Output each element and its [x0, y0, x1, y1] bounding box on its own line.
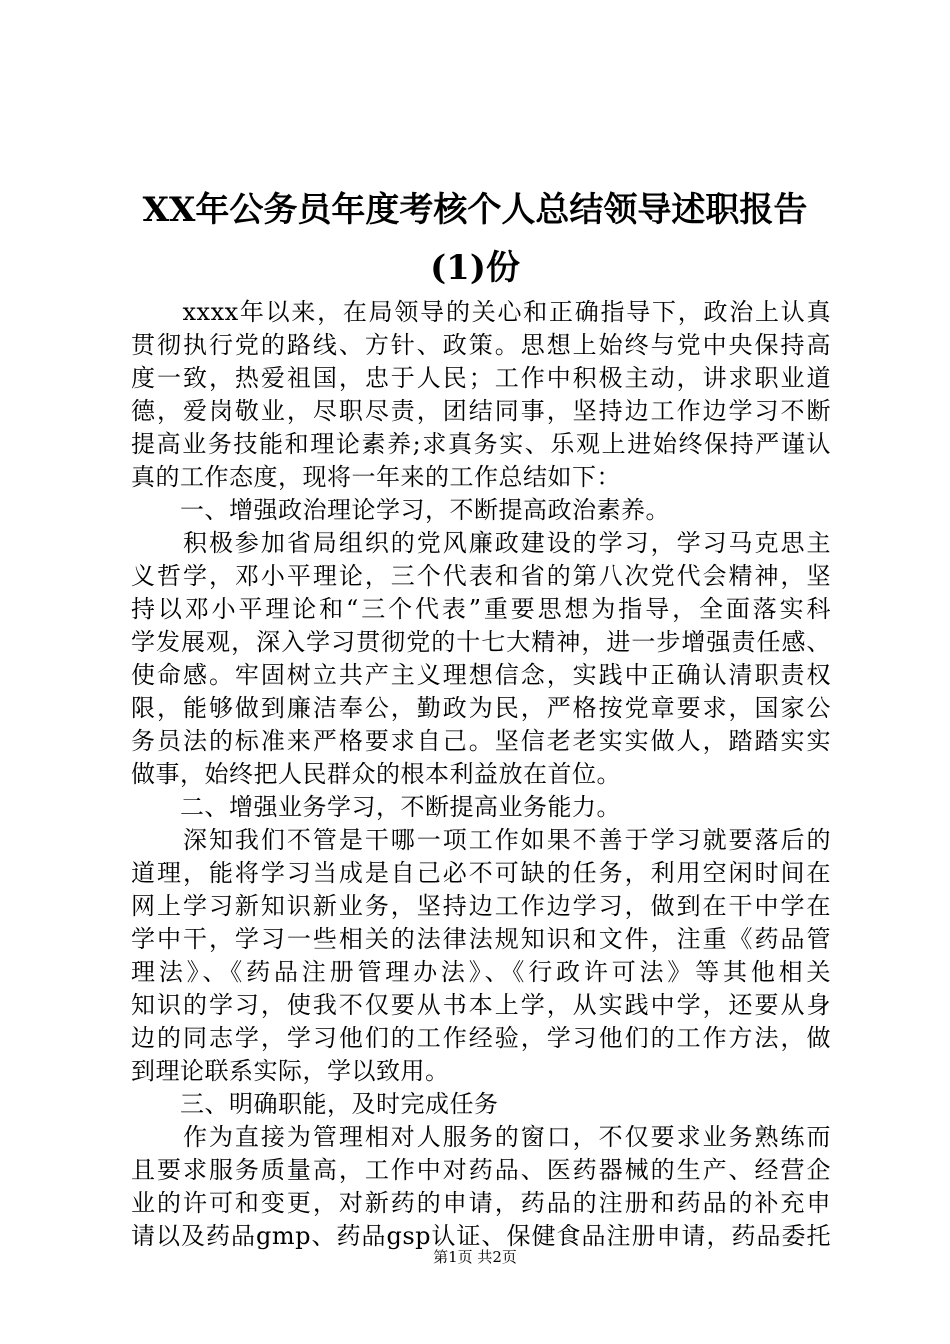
text-line: 使命感。牢固树立共产主义理想信念，实践中正确认清职责权 — [131, 661, 831, 689]
text-line: 德，爱岗敬业，尽职尽责，团结同事，坚持边工作边学习不断 — [131, 397, 831, 425]
text-line: 限，能够做到廉洁奉公，勤政为民，严格按党章要求，国家公 — [131, 694, 831, 722]
document-body — [131, 296, 831, 1253]
text-line: 提高业务技能和理论素养;求真务实、乐观上进始终保持严谨认 — [131, 430, 831, 458]
text-line: 度一致，热爱祖国，忠于人民；工作中积极主动，讲求职业道 — [131, 364, 831, 392]
text-line: 三、明确职能，及时完成任务 — [131, 1090, 499, 1118]
text-line: 学发展观，深入学习贯彻党的十七大精神，进一步增强责任感、 — [131, 628, 831, 656]
text-line: 做事，始终把人民群众的根本利益放在首位。 — [131, 760, 621, 788]
text-line: 知识的学习，使我不仅要从书本上学，从实践中学，还要从身 — [131, 991, 831, 1019]
text-line: 二、增强业务学习，不断提高业务能力。 — [131, 793, 621, 821]
text-line: 积极参加省局组织的党风廉政建设的学习，学习马克思主 — [131, 529, 831, 557]
text-line: 持以邓小平理论和“三个代表”重要思想为指导，全面落实科 — [131, 595, 831, 623]
text-line: 理法》、《药品注册管理办法》、《行政许可法》等其他相关 — [131, 958, 831, 986]
text-line: 到理论联系实际，学以致用。 — [131, 1057, 450, 1085]
text-line: 作为直接为管理相对人服务的窗口，不仅要求业务熟练而 — [131, 1123, 831, 1151]
text-line: 业的许可和变更，对新药的申请，药品的注册和药品的补充申 — [131, 1189, 831, 1217]
text-line: 一、增强政治理论学习，不断提高政治素养。 — [131, 496, 670, 524]
text-line: 深知我们不管是干哪一项工作如果不善于学习就要落后的 — [131, 826, 831, 854]
text-line: 边的同志学，学习他们的工作经验，学习他们的工作方法，做 — [131, 1024, 831, 1052]
document-title-continuation: (1)份 — [430, 248, 520, 288]
text-line: 真的工作态度，现将一年来的工作总结如下： — [131, 463, 621, 491]
page-footer: 第1页 共2页 — [433, 1248, 517, 1266]
text-line: 学中干，学习一些相关的法律法规知识和文件，注重《药品管 — [131, 925, 831, 953]
text-line: 务员法的标准来严格要求自己。坚信老老实实做人，踏踏实实 — [131, 727, 831, 755]
text-line: xxxx年以来，在局领导的关心和正确指导下，政治上认真 — [131, 298, 831, 326]
text-line: 道理，能将学习当成是自己必不可缺的任务，利用空闲时间在 — [131, 859, 831, 887]
document-title: XX年公务员年度考核个人总结领导述职报告 — [142, 190, 808, 230]
text-line: 请以及药品gmp、药品gsp认证、保健食品注册申请，药品委托 — [131, 1222, 831, 1250]
text-line: 义哲学，邓小平理论，三个代表和省的第八次党代会精神，坚 — [131, 562, 831, 590]
text-line: 网上学习新知识新业务，坚持边工作边学习，做到在干中学在 — [131, 892, 831, 920]
text-line: 且要求服务质量高，工作中对药品、医药器械的生产、经营企 — [131, 1156, 831, 1184]
text-line: 贯彻执行党的路线、方针、政策。思想上始终与党中央保持高 — [131, 331, 831, 359]
